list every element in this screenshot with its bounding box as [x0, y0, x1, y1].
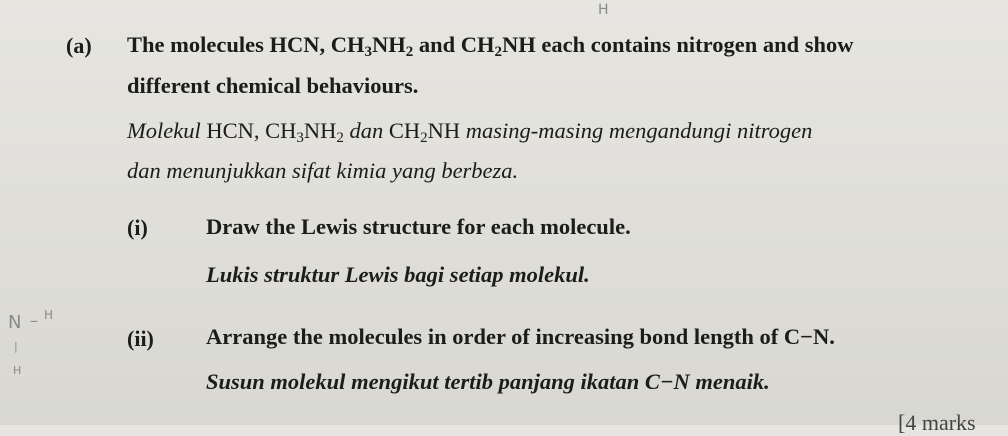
question-stem-malay-line1: Molekul HCN, CH3NH2 dan CH2NH masing-masing mengandungi nitrogen	[127, 118, 813, 146]
part-i-english: Draw the Lewis structure for each molecule.	[206, 214, 631, 239]
part-i-malay: Lukis struktur Lewis bagi setiap molekul.	[206, 262, 590, 287]
pencil-note-top: H	[598, 2, 609, 18]
question-stem-english-line1: The molecules HCN, CH3NH2 and CH2NH each contains nitrogen and show	[127, 32, 854, 60]
marks-allocation: [4 marks	[898, 410, 976, 435]
part-ii-english: Arrange the molecules in order of increasing bond length of C−N.	[206, 324, 835, 349]
part-i-label: (i)	[127, 215, 148, 240]
pencil-note-h-bottom: H	[13, 364, 22, 377]
pencil-note-h-right: H	[44, 308, 54, 322]
part-ii-malay: Susun molekul mengikut tertib panjang ikatan C−N menaik.	[206, 369, 770, 394]
question-stem-english-line2: different chemical behaviours.	[127, 73, 419, 98]
question-stem-malay-line2: dan menunjukkan sifat kimia yang berbeza.	[127, 158, 519, 183]
pencil-note-n: N	[8, 312, 22, 333]
pencil-note-bond: |	[14, 340, 18, 353]
pencil-note-dash: –	[30, 311, 38, 330]
part-ii-label: (ii)	[127, 326, 154, 351]
question-label: (a)	[66, 33, 92, 58]
